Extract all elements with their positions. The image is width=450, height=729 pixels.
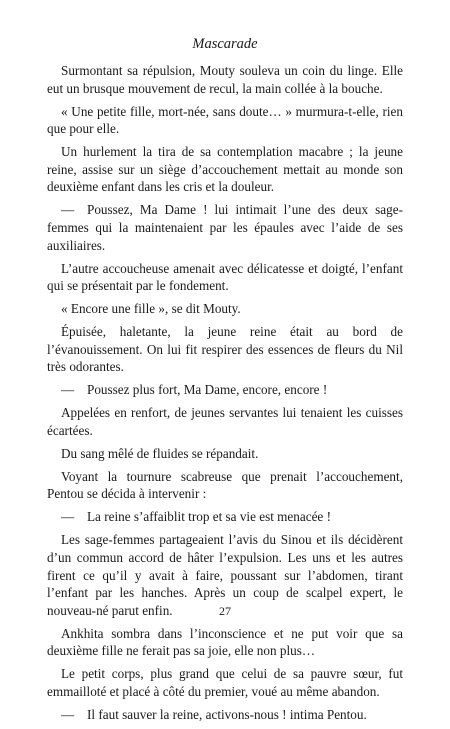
paragraph-text: Il faut sauver la reine, activons-nous ! intima Pentou. xyxy=(87,706,367,722)
paragraph xyxy=(47,468,403,503)
dialogue-dash: — xyxy=(61,202,75,218)
paragraph xyxy=(47,260,403,295)
paragraph-text: L’autre accoucheuse amenait avec délicatesse et doigté, l’enfant qui se présentait par le fondement. xyxy=(47,260,403,294)
paragraph-text: La reine s’affaiblit trop et sa vie est menacée ! xyxy=(87,509,331,525)
paragraph xyxy=(47,323,403,376)
dialogue-paragraph xyxy=(47,201,403,254)
dialogue-dash: — xyxy=(61,382,75,398)
paragraph xyxy=(47,62,403,97)
paragraph xyxy=(47,143,403,196)
body-text xyxy=(47,62,403,729)
paragraph-text: « Encore une fille », se dit Mouty. xyxy=(61,301,241,317)
paragraph-text: Appelées en renfort, de jeunes servantes lui tenaient les cuisses écartées. xyxy=(47,405,403,438)
paragraph-text: Le petit corps, plus grand que celui de sa pauvre sœur, fut emmailloté et placé à côté du premier, voué au même abandon. xyxy=(47,666,403,699)
paragraph-text: Surmontant sa répulsion, Mouty souleva un coin du linge. Elle eut un brusque mouvement de recul, la main collée à la bouche. xyxy=(47,63,403,96)
dialogue-dash: — xyxy=(61,706,75,722)
paragraph xyxy=(47,665,403,700)
dialogue-paragraph xyxy=(47,706,403,724)
paragraph xyxy=(47,445,403,463)
paragraph-text: Les sage-femmes partageaient l’avis du Sinou et ils décidèrent d’un commun accord de hâter l’expulsion. Les uns et les autres firent ce qu’il y avait à faire, poussant sur l’abdomen, tirant l’enfant par les hanches. Après un coup de scalpel expert, le nouveau-né parut enfin. xyxy=(47,532,403,618)
paragraph-text: Voyant la tournure scabreuse que prenait l’accouchement, Pentou se décida à intervenir : xyxy=(47,468,403,502)
paragraph-text: Du sang mêlé de fluides se répandait. xyxy=(61,445,259,461)
running-title: Mascarade xyxy=(192,36,258,52)
dialogue-paragraph xyxy=(47,508,403,526)
dialogue-dash: — xyxy=(61,509,75,525)
page-number: 27 xyxy=(219,604,231,618)
paragraph xyxy=(47,300,403,318)
paragraph-text: Un hurlement la tira de sa contemplation macabre ; la jeune reine, assise sur un siège d’accouchement mettait au monde son deuxième enfant dans les cris et la douleur. xyxy=(47,144,403,195)
paragraph xyxy=(47,625,403,660)
paragraph-text: Épuisée, haletante, la jeune reine était au bord de l’évanouissement. On lui fit respirer des essences de fleurs du Nil très odorantes. xyxy=(47,324,403,375)
paragraph-text: Poussez, Ma Dame ! lui intimait l’une des deux sage-femmes qui la maintenaient par les épaules avec l’aide de ses auxiliaires. xyxy=(47,202,403,253)
dialogue-paragraph xyxy=(47,381,403,399)
paragraph xyxy=(47,404,403,439)
paragraph-text: Ankhita sombra dans l’inconscience et ne put voir que sa deuxième fille ne ferait pas sa joie, elle non plus… xyxy=(47,625,403,659)
paragraph xyxy=(47,103,403,138)
paragraph-text: « Une petite fille, mort-née, sans doute… » murmura-t-elle, rien que pour elle. xyxy=(47,103,403,137)
paragraph-text: Poussez plus fort, Ma Dame, encore, encore ! xyxy=(87,382,328,398)
